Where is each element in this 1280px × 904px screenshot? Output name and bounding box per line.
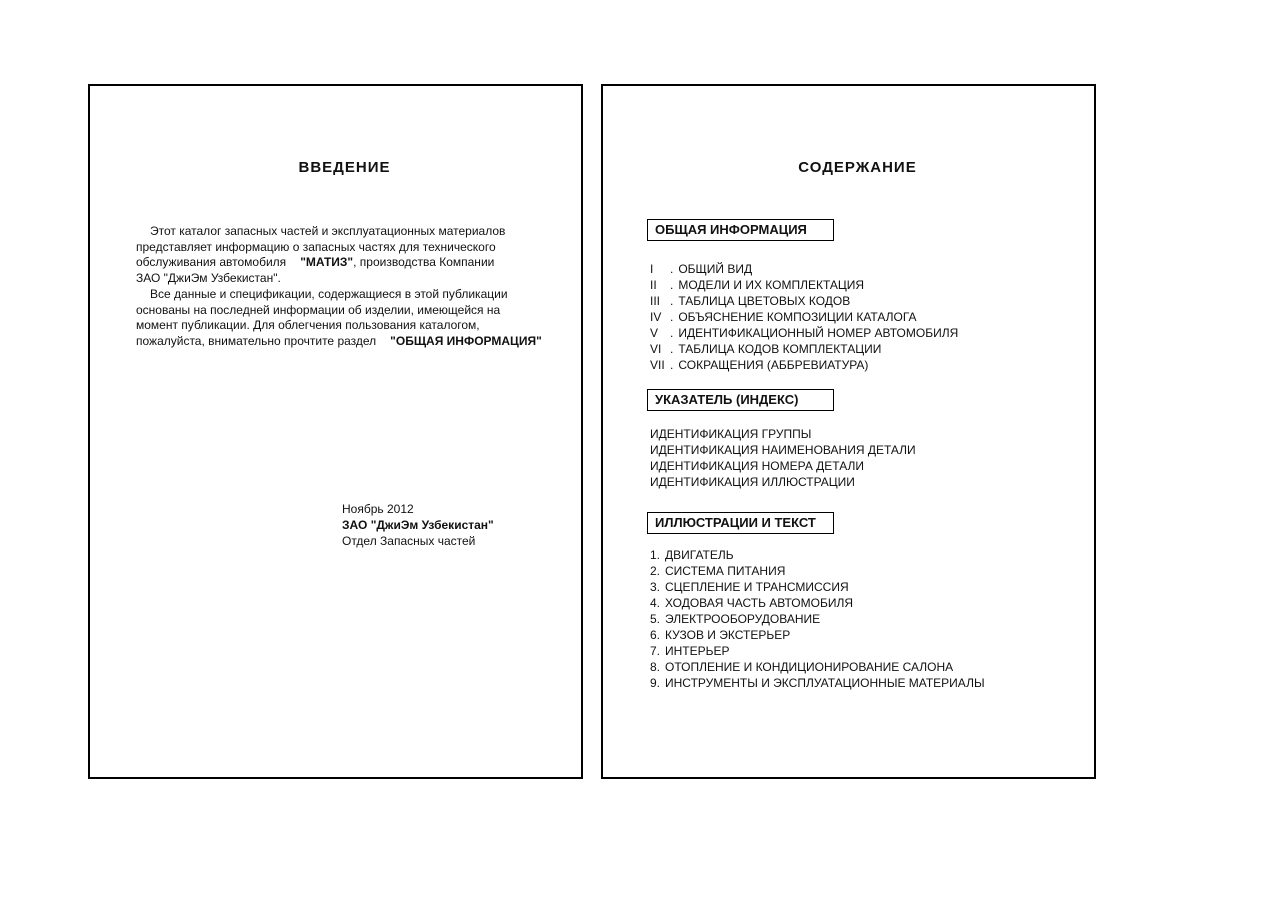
introduction-paragraphs: [136, 224, 542, 350]
toc-item: [650, 579, 985, 595]
toc-item: [650, 442, 916, 458]
item-number: III: [650, 294, 661, 308]
section-header-illustrations: [647, 512, 834, 534]
item-number: 3.: [650, 580, 661, 594]
page-contents: [601, 84, 1096, 779]
item-separator: .: [670, 326, 674, 340]
item-label: ИДЕНТИФИКАЦИЯ НАИМЕНОВАНИЯ ДЕТАЛИ: [650, 443, 916, 457]
item-number: VI: [650, 342, 662, 356]
item-number: 5.: [650, 612, 661, 626]
item-label: СОКРАЩЕНИЯ (АББРЕВИАТУРА): [678, 358, 869, 372]
toc-list-index: [650, 426, 916, 490]
item-label: СИСТЕМА ПИТАНИЯ: [665, 564, 786, 578]
publication-department: Отдел Запасных частей: [342, 534, 476, 548]
toc-item: [650, 357, 958, 373]
item-label: ОТОПЛЕНИЕ И КОНДИЦИОНИРОВАНИЕ САЛОНА: [665, 660, 954, 674]
intro-para2-line4: [136, 333, 542, 350]
contents-title: СОДЕРЖАНИЕ: [798, 159, 917, 176]
section-header-label: ИЛЛЮСТРАЦИИ И ТЕКСТ: [655, 515, 816, 530]
toc-item: [650, 547, 985, 563]
item-label: КУЗОВ И ЭКСТЕРЬЕР: [665, 628, 791, 642]
item-number: I: [650, 262, 654, 276]
item-label: ТАБЛИЦА КОДОВ КОМПЛЕКТАЦИИ: [678, 342, 882, 356]
item-label: ИДЕНТИФИКАЦИЯ ИЛЛЮСТРАЦИИ: [650, 475, 855, 489]
item-number: 7.: [650, 644, 661, 658]
publication-company: ЗАО "ДжиЭм Узбекистан": [342, 518, 494, 532]
intro-para1-line4: ЗАО "ДжиЭм Узбекистан".: [136, 271, 281, 286]
item-separator: .: [670, 294, 674, 308]
publication-date: Ноябрь 2012: [342, 502, 414, 516]
item-separator: .: [670, 278, 674, 292]
intro-para1-line2: представляет информацию о запасных частях для технического: [136, 239, 496, 254]
item-label: ХОДОВАЯ ЧАСТЬ АВТОМОБИЛЯ: [665, 596, 854, 610]
item-number: 8.: [650, 660, 661, 674]
model-name-bold: "МАТИЗ": [300, 255, 354, 270]
item-number: IV: [650, 310, 662, 324]
toc-item: [650, 458, 916, 474]
intro-para1-line1: Этот каталог запасных частей и эксплуатационных материалов: [150, 224, 506, 238]
intro-para1-line3-post: , производства Компании: [353, 255, 495, 270]
toc-item: [650, 595, 985, 611]
toc-item: [650, 563, 985, 579]
item-label: ИНСТРУМЕНТЫ И ЭКСПЛУАТАЦИОННЫЕ МАТЕРИАЛЫ: [665, 676, 985, 690]
item-label: ДВИГАТЕЛЬ: [665, 548, 734, 562]
item-separator: .: [670, 342, 674, 356]
section-header-general-information: [647, 219, 834, 241]
intro-para2-line4-pre: пожалуйста, внимательно прочтите раздел: [136, 333, 377, 348]
item-number: 2.: [650, 564, 661, 578]
toc-item: [650, 309, 958, 325]
item-label: ИДЕНТИФИКАЦИОННЫЙ НОМЕР АВТОМОБИЛЯ: [678, 326, 959, 340]
toc-item: [650, 611, 985, 627]
toc-item: [650, 643, 985, 659]
introduction-title: ВВЕДЕНИЕ: [298, 159, 391, 176]
item-number: II: [650, 278, 657, 292]
toc-list-general-information: [650, 261, 958, 373]
intro-para1-line3-pre: обслуживания автомобиля: [136, 255, 287, 270]
item-separator: .: [670, 310, 674, 324]
toc-item: [650, 675, 985, 691]
intro-para2-line3: момент публикации. Для облегчения пользования каталогом,: [136, 318, 480, 333]
toc-item: [650, 659, 985, 675]
item-number: 6.: [650, 628, 661, 642]
intro-para2-line1: Все данные и спецификации, содержащиеся в этой публикации: [150, 286, 508, 301]
publication-info: [342, 501, 494, 549]
item-number: V: [650, 326, 659, 340]
item-number: 4.: [650, 596, 661, 610]
toc-item: [650, 277, 958, 293]
item-label: ЭЛЕКТРООБОРУДОВАНИЕ: [665, 612, 821, 626]
section-header-label: ОБЩАЯ ИНФОРМАЦИЯ: [655, 222, 807, 237]
section-header-index: [647, 389, 834, 411]
item-label: ИНТЕРЬЕР: [665, 644, 730, 658]
toc-item: [650, 426, 916, 442]
toc-item: [650, 293, 958, 309]
item-label: ТАБЛИЦА ЦВЕТОВЫХ КОДОВ: [678, 294, 851, 308]
intro-para1-line3: [136, 255, 526, 271]
item-label: ОБЩИЙ ВИД: [678, 262, 753, 276]
item-label: СЦЕПЛЕНИЕ И ТРАНСМИССИЯ: [665, 580, 849, 594]
general-info-ref-bold: "ОБЩАЯ ИНФОРМАЦИЯ": [390, 333, 542, 348]
page-introduction: [88, 84, 583, 779]
section-header-label: УКАЗАТЕЛЬ (ИНДЕКС): [655, 392, 799, 407]
item-label: ИДЕНТИФИКАЦИЯ НОМЕРА ДЕТАЛИ: [650, 459, 864, 473]
item-label: МОДЕЛИ И ИХ КОМПЛЕКТАЦИЯ: [678, 278, 865, 292]
item-separator: .: [670, 358, 674, 372]
item-number: 9.: [650, 676, 661, 690]
toc-list-illustrations: [650, 547, 985, 691]
item-number: VII: [650, 358, 665, 372]
toc-item: [650, 627, 985, 643]
toc-item: [650, 474, 916, 490]
item-separator: .: [670, 262, 674, 276]
item-label: ОБЪЯСНЕНИЕ КОМПОЗИЦИИ КАТАЛОГА: [678, 310, 917, 324]
item-number: 1.: [650, 548, 661, 562]
toc-item: [650, 325, 958, 341]
toc-item: [650, 261, 958, 277]
intro-para2-line2: основаны на последней информации об изделии, имеющейся на: [136, 302, 501, 317]
toc-item: [650, 341, 958, 357]
item-label: ИДЕНТИФИКАЦИЯ ГРУППЫ: [650, 427, 812, 441]
